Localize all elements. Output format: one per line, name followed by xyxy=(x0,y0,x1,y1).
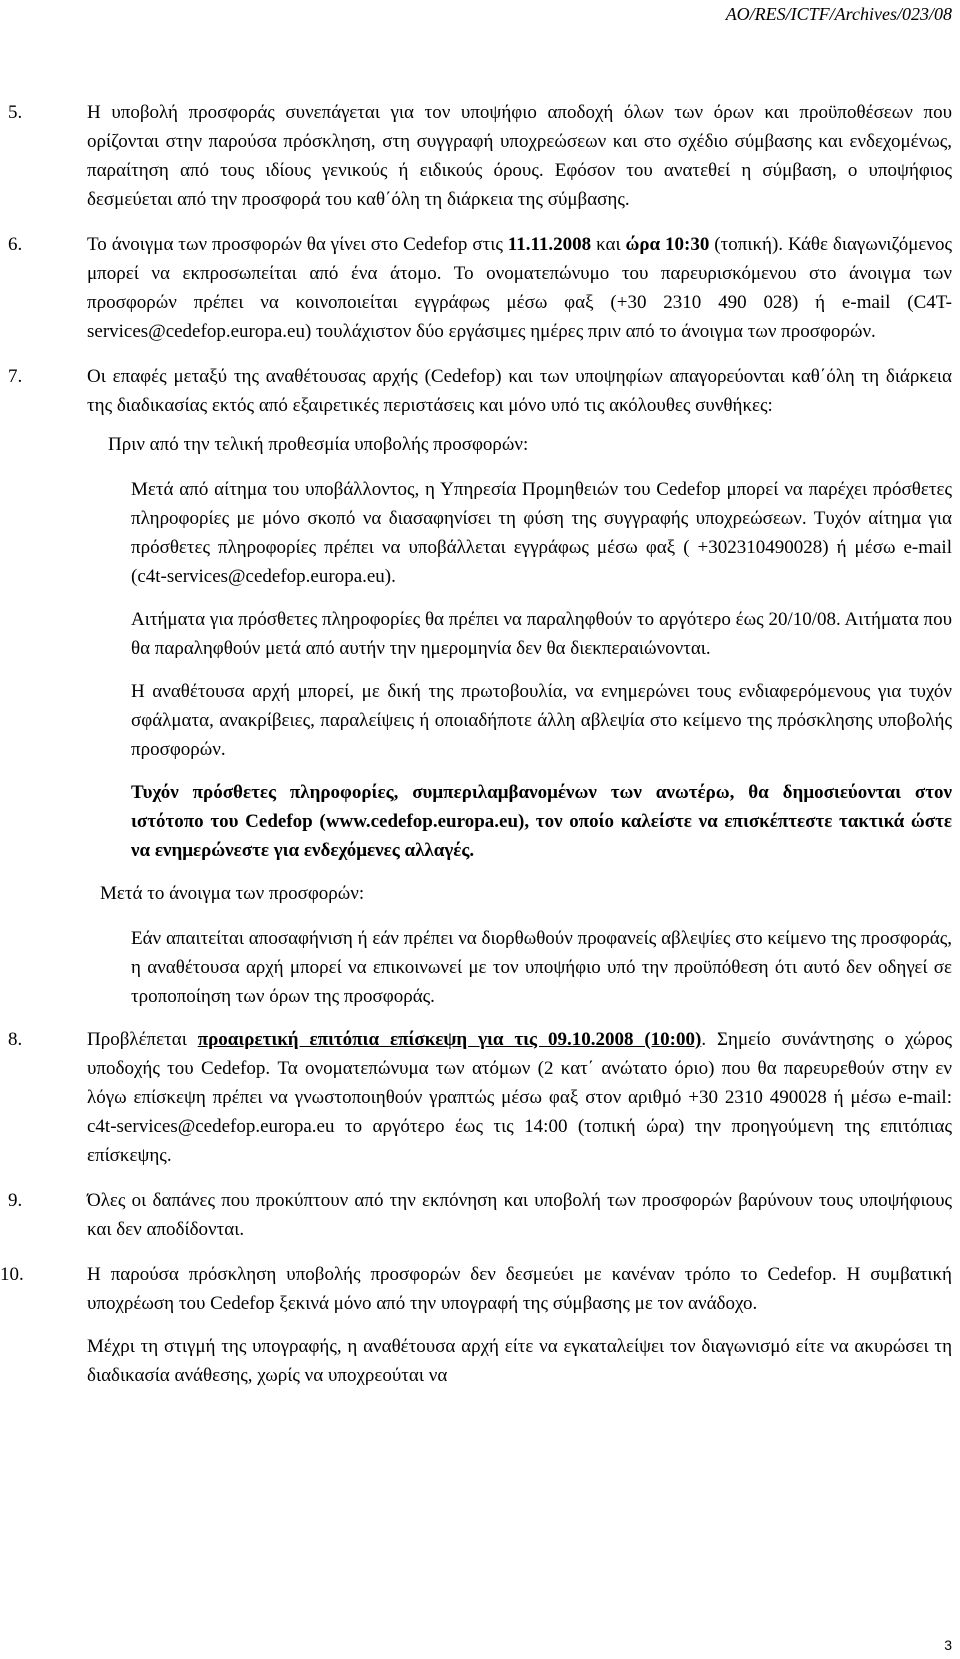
list-item-7 xyxy=(0,362,960,420)
item-text: Οι επαφές μεταξύ της αναθέτουσας αρχής (Cedefop) και των υποψηφίων απαγορεύονται καθ΄όλη τη διάρκεια της διαδικασίας εκτός από εξαιρετικές περιστάσεις και μόνο υπό τις ακόλουθες συνθήκες: xyxy=(87,366,952,416)
document-reference: AO/RES/ICTF/Archives/023/08 xyxy=(725,4,952,24)
item-text: Όλες οι δαπάνες που προκύπτουν από την εκπόνηση και υποβολή των προσφορών βαρύνουν τους υποψήφιους και δεν αποδίδονται. xyxy=(87,1190,952,1240)
list-item-8 xyxy=(0,1025,960,1170)
item-number: 6. xyxy=(8,234,23,255)
item-text xyxy=(87,1025,952,1170)
paragraph: Η αναθέτουσα αρχή μπορεί, με δική της πρωτοβουλία, να ενημερώνει τους ενδιαφερόμενους για τυχόν σφάλματα, ανακρίβειες, παραλείψεις ή οποιαδήποτε άλλη αβλεψία στο κείμενο της πρόσκλησης υποβολής προσφορών. xyxy=(131,681,952,760)
opening-date: 11.11.2008 xyxy=(507,234,592,255)
paragraph: Εάν απαιτείται αποσαφήνιση ή εάν πρέπει να διορθωθούν προφανείς αβλεψίες στο κείμενο της προσφοράς, η αναθέτουσα αρχή μπορεί να επικοινωνεί με τον υποψήφιο υπό την προϋπόθεση ότι αυτό δεν οδηγεί σε τροποποίηση των όρων της προσφοράς. xyxy=(131,928,952,1007)
paragraph: Αιτήματα για πρόσθετες πληροφορίες θα πρέπει να παραληφθούν το αργότερο έως 20/10/08. Αιτήματα που θα παραληφθούν μετά από αυτήν την ημερομηνία δεν θα διεκπεραιώνονται. xyxy=(131,609,952,659)
list-item-10 xyxy=(0,1260,960,1390)
text-run: (τοπική). Κάθε διαγωνιζόμενος μπορεί να εκπροσωπείται από ένα άτομο. Το ονοματεπώνυμο του παρευρισκόμενου στο άνοιγμα των προσφορών πρέπει να κοινοποιείται εγγράφως μέσω φαξ (+30 2310 490 028) ή e-mail (C4T-services@cedefop.europa.eu) τουλάχιστον δύο εργάσιμες ημέρες πριν από το άνοιγμα των προσφορών. xyxy=(87,234,952,342)
subheading-before-deadline: Πριν από την τελική προθεσμία υποβολής προσφορών: xyxy=(108,434,529,455)
list-item-5 xyxy=(0,98,960,214)
item-number: 9. xyxy=(8,1190,23,1211)
page-number: 3 xyxy=(944,1637,952,1653)
text-run: . Σημείο συνάντησης ο χώρος υποδοχής του Cedefop. Τα ονοματεπώνυμα των ατόμων (2 κατ΄ ανώτατο όριο) που θα παρευρεθούν στην εν λόγω επίσκεψη πρέπει να γνωστοποιηθούν γραπτώς μέσω φαξ στον αριθμό +30 2310 490028 ή μέσω e-mail: c4t-services@cedefop.europa.eu το αργότερο έως τις 14:00 (τοπική ώρα) την προηγούμενη της επιτόπιας επίσκεψης. xyxy=(87,1029,953,1166)
item-text xyxy=(87,230,952,346)
text-run: Το άνοιγμα των προσφορών θα γίνει στο Cedefop στις xyxy=(87,234,508,255)
site-visit-highlight: προαιρετική επιτόπια επίσκεψη για τις 09.10.2008 (10:00) xyxy=(197,1029,702,1050)
item-number: 5. xyxy=(8,102,23,123)
item-number: 10. xyxy=(0,1264,24,1285)
paragraph: Μετά από αίτημα του υποβάλλοντος, η Υπηρεσία Προμηθειών του Cedefop μπορεί να παρέχει πρόσθετες πληροφορίες με μόνο σκοπό να διασαφηνίσει τη φύση της συγγραφής υποχρεώσεων. Τυχόν αίτημα για πρόσθετες πληροφορίες πρέπει να υποβάλλεται εγγράφως μέσω φαξ ( +302310490028) ή μέσω e-mail (c4t-services@cedefop.europa.eu). xyxy=(131,479,952,587)
list-item-6 xyxy=(0,230,960,346)
text-run: και xyxy=(591,234,626,255)
list-item-9 xyxy=(0,1186,960,1244)
opening-time: ώρα 10:30 xyxy=(625,234,710,255)
text-run: Προβλέπεται xyxy=(87,1029,198,1050)
document-body xyxy=(0,98,960,1406)
item-text: Η υποβολή προσφοράς συνεπάγεται για τον υποψήφιο αποδοχή όλων των όρων και προϋποθέσεων που ορίζονται στην παρούσα πρόσκληση, στη συγγραφή υποχρεώσεων και στο σχέδιο σύμβασης και ενδεχομένως, παραίτηση από τους ιδίους γενικούς ή ειδικούς όρους. Εφόσον του ανατεθεί η σύμβαση, ο υποψήφιος δεσμεύεται από την προσφορά του καθ΄όλη τη διάρκεια της σύμβασης. xyxy=(87,102,952,210)
item-text xyxy=(87,1260,952,1390)
paragraph: Μέχρι τη στιγμή της υπογραφής, η αναθέτουσα αρχή είτε να εγκαταλείψει τον διαγωνισμό είτε να ακυρώσει τη διαδικασία ανάθεσης, χωρίς να υποχρεούται να xyxy=(87,1336,952,1386)
item-number: 7. xyxy=(8,366,23,387)
paragraph: Η παρούσα πρόσκληση υποβολής προσφορών δεν δεσμεύει με κανέναν τρόπο το Cedefop. Η συμβατική υποχρέωση του Cedefop ξεκινά μόνο από την υπογραφή της σύμβασης με τον ανάδοχο. xyxy=(87,1264,952,1314)
paragraph-bold: Τυχόν πρόσθετες πληροφορίες, συμπεριλαμβανομένων των ανωτέρω, θα δημοσιεύονται στον ιστότοπο του Cedefop (www.cedefop.europa.eu), τον οποίο καλείστε να επισκέπτεστε τακτικά ώστε να ενημερώνεστε για ενδεχόμενες αλλαγές. xyxy=(131,782,952,861)
item-number: 8. xyxy=(8,1029,23,1050)
subheading-after-opening: Μετά το άνοιγμα των προσφορών: xyxy=(100,883,365,904)
